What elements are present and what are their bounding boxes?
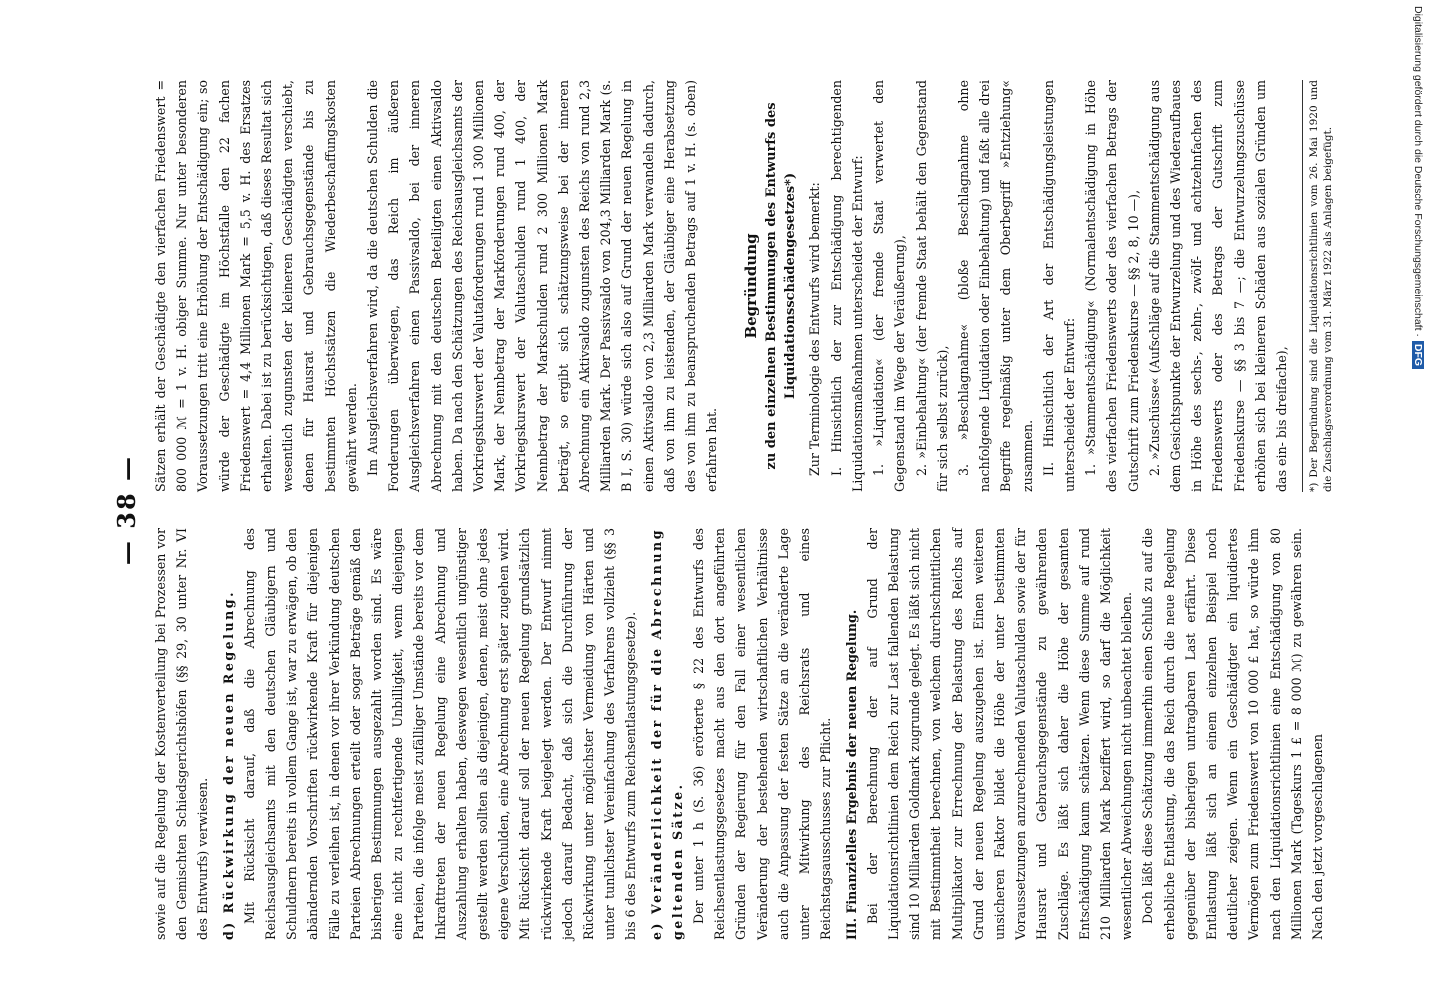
section-heading-iii: III. Finanzielles Ergebnis der neuen Regelung.: [843, 609, 859, 940]
paragraph: Sätzen erhält der Geschädigte den vierfachen Friedenswert = 800 000 ℳ = 1 v. H. obiger Summe. Nur unter besonderen Voraussetzungen tritt eine Erhöhung der Entschädigung ein; so würde der Geschädigte im Höchstfalle den 22 fachen Friedenswert = 4,4 Millionen Mark = 5,5 v. H. des Ersatzes erhalten. Dabei ist zu berücksichtigen, daß dieses Resultat sich wesentlich zugunsten der kleineren Geschädigten verschiebt, denen für Hausrat und Gebrauchsgegenstände bis zu bestimmten Höchstsätzen die Wiederbeschaffungskosten gewährt werden.: [153, 80, 359, 492]
digitization-credit: [1412, 6, 1424, 706]
section-heading-d: d) Rückwirkung der neuen Regelung.: [220, 590, 236, 940]
section-subtitle: zu den einzelnen Bestimmungen des Entwurfs des Liquidationsschädengesetzes*): [764, 102, 799, 470]
rotated-document-page: [110, 80, 1335, 940]
paragraph: Mit Rücksicht darauf, daß die Abrechnung des Reichsausgleichsamts mit den deutschen Gläubigern und Schuldnern bereits in vollem Gange ist, war zu erwägen, ob den abändernden Vorschriften rückwirkende Kraft für diejenigen Fälle zu verleihen ist, in denen vor ihrer Verkündung deutschen Parteien Abrechnungen erteilt oder sogar Beträge gemäß den bisherigen Bestimmungen ausgezahlt worden sind. Es wäre eine nicht zu rechtfertigende Unbilligkeit, wenn diejenigen Parteien, die infolge meist zufälliger Umstände bereits vor dem Inkrafttreten der neuen Regelung eine Abrechnung und Auszahlung erhalten haben, deswegen wesentlich ungünstiger gestellt werden sollten als diejenigen, denen, meist ohne jedes eigene Verschulden, eine Abrechnung erst später zugehen wird. Mit Rücksicht darauf soll der neuen Regelung grundsätzlich rückwirkende Kraft beigelegt werden. Der Entwurf nimmt jedoch darauf Bedacht, daß sich die Durchführung der Rückwirkung unter möglichster Vermeidung von Härten und unter tunlichster Vereinfachung des Verfahrens vollzieht (§§ 3 bis 6 des Entwurfs zum Reichsentlastungsgesetze).: [241, 528, 639, 940]
dfg-logo: DFG: [1412, 341, 1424, 369]
list-item: II. Hinsichtlich der Art der Entschädigungsleistungen unterscheidet der Entwurf:: [1040, 80, 1077, 492]
footnote: *) Der Begründung sind die Liquidationsrichtlinien vom 26. Mai 1920 und die Zuschlagsverordnung vom 31. März 1922 als Anlagen beigefügt.: [1302, 80, 1335, 492]
paragraph: Doch läßt diese Schätzung immerhin einen Schluß zu auf die erhebliche Entlastung, die das Reich durch die neue Regelung gegenüber der bisherigen untragbaren Last erfährt. Diese Entlastung läßt sich an einem einzelnen Beispiel noch deutlicher zeigen. Wenn ein Geschädigter ein liquidiertes Vermögen zum Friedenswert von 10 000 £ hat, so würde ihm nach den Liquidationsrichtlinien eine Entschädigung von 80 Millionen Mark (Tageskurs 1 £ = 8 000 ℳ) zu gewähren sein. Nach den jetzt vorgeschlagenen: [1140, 528, 1325, 940]
credit-text: Digitalisierung gefördert durch die Deutsche Forschungsgemeinschaft ·: [1412, 6, 1424, 337]
page-number: — 38 —: [112, 454, 141, 566]
list-item: 2. »Zuschüsse« (Aufschläge auf die Stammentschädigung aus dem Gesichtspunkte der Entwurzelung und des Wiederaufbaues in Höhe des sechs-, zehn-, zwölf- und achtzehnfachen des Friedenswerts oder des Betrags der Gutschrift zum Friedenskurse — §§ 3 bis 7 —; die Entwurzelungszuschüsse erhöhen sich bei kleineren Schäden aus sozialen Gründen um das ein- bis dreifache),: [1146, 80, 1289, 492]
section-heading-e: e) Veränderlichkeit der für die Abrechnung geltenden Sätze.: [648, 528, 685, 940]
list-item: I. Hinsichtlich der zur Entschädigung berechtigenden Liquidationsmaßnahmen unterscheidet der Entwurf:: [828, 80, 865, 492]
list-item: 1. »Liquidation« (der fremde Staat verwertet den Gegenstand im Wege der Veräußerung),: [871, 80, 908, 492]
paragraph: Im Ausgleichsverfahren wird, da die deutschen Schulden die Forderungen überwiegen, das Reich im äußeren Ausgleichsverfahren einen Passivsaldo, bei der inneren Abrechnung mit den deutschen Beteiligten einen Aktivsaldo haben. Da nach den Schätzungen des Reichsausgleichsamts der Vorkriegskurswert der Valutaforderungen rund 1 300 Millionen Mark, der Nennbetrag der Markforderungen rund 400, der Vorkriegskurswert der Valutaschulden rund 1 400, der Nennbetrag der Markschulden rund 2 300 Millionen Mark beträgt, so ergibt sich schätzungsweise bei der inneren Abrechnung ein Aktivsaldo zugunsten des Reichs von rund 2,3 Milliarden Mark. Der Passivsaldo von 204,3 Milliarden Mark (s. B I, S. 30) würde sich also auf Grund der neuen Regelung in einen Aktivsaldo von 2,3 Milliarden Mark verwandeln dadurch, daß von ihm zu leistenden, der Gläubiger eine Herabsetzung des von ihm zu beanspruchenden Betrags auf 1 v. H. (s. oben) erfahren hat.: [365, 80, 720, 492]
list-item: 2. »Einbehaltung« (der fremde Staat behält den Gegenstand für sich selbst zurück),: [913, 80, 950, 492]
section-title: Begründung: [742, 233, 761, 339]
paragraph: Der unter 1 h (S. 36) erörterte § 22 des Entwurfs des Reichsentlastungsgesetzes macht aus den dort angeführten Gründen der Regierung für den Fall einer wesentlichen Veränderung der bestehenden wirtschaftlichen Verhältnisse auch die Anpassung der festen Sätze an die veränderte Lage unter Mitwirkung des Reichsrats und eines Reichstagsausschusses zur Pflicht.: [691, 528, 834, 940]
paragraph: Zur Terminologie des Entwurfs wird bemerkt:: [807, 182, 823, 476]
left-column: [150, 528, 1328, 940]
list-item: 1. »Stammentschädigung« (Normalentschädigung in Höhe des vierfachen Friedenswerts oder des vierfachen Betrags der Gutschrift zum Friedenskurse — §§ 2, 8, 10 —),: [1083, 80, 1141, 492]
paragraph: Bei der Berechnung der auf Grund der Liquidationsrichtlinien dem Reich zur Last fallenden Belastung sind 10 Milliarden Goldmark zugrunde gelegt. Es läßt sich nicht mit Bestimmtheit berechnen, von welchem durchschnittlichen Multiplikator zur Errechnung der Belastung des Reichs auf Grund der neuen Regelung auszugehen ist. Einen weiteren unsicheren Faktor bildet die Höhe der unter bestimmten Voraussetzungen anzurechnenden Valutaschulden sowie der für Hausrat und Gebrauchsgegenstände zu gewährenden Zuschläge. Es läßt sich daher die Höhe der gesamten Entschädigung kaum schätzen. Wenn diese Summe auf rund 210 Milliarden Mark beziffert wird, so darf die Möglichkeit wesentlicher Abweichungen nicht unbeachtet bleiben.: [864, 528, 1135, 940]
paragraph: sowie auf die Regelung der Kostenverteilung bei Prozessen vor den Gemischten Schiedsgerichtshöfen (§§ 29, 30 unter Nr. VI des Entwurfs) verwiesen.: [153, 528, 211, 940]
right-column: [150, 80, 1335, 492]
list-item: 3. »Beschlagnahme« (bloße Beschlagnahme ohne nachfolgende Liquidation oder Einbehaltung) und faßt alle drei Begriffe regelmäßig unter dem Oberbegriff »Entziehung« zusammen.: [955, 80, 1035, 492]
